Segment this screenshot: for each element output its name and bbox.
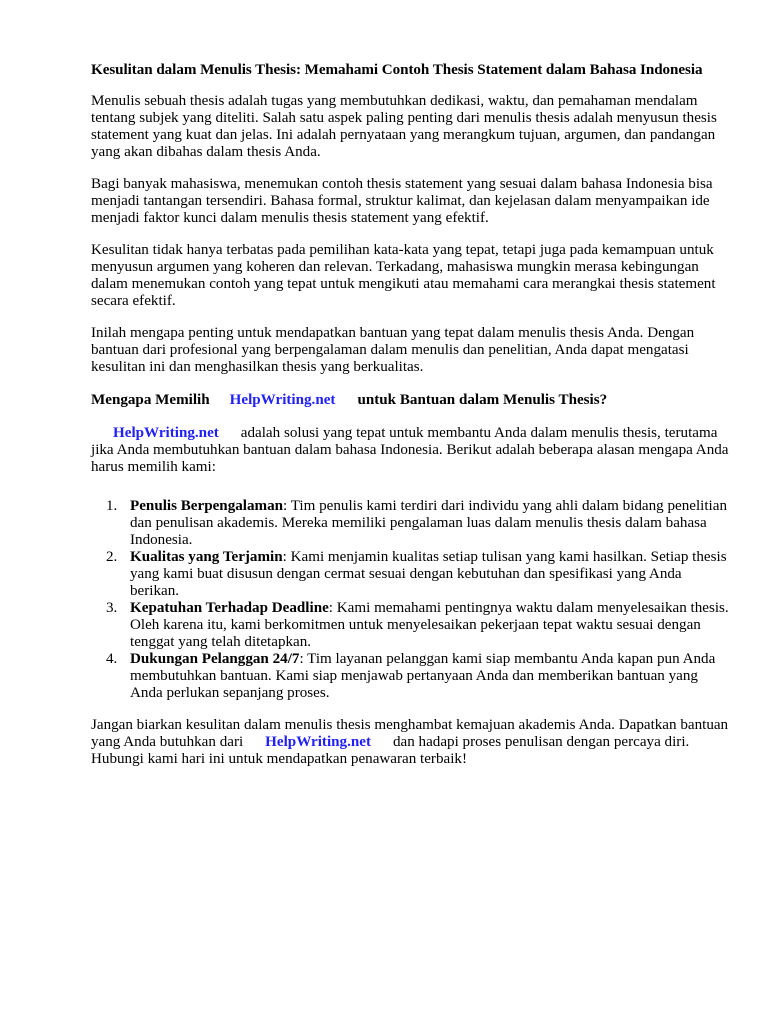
paragraph-challenge: Bagi banyak mahasiswa, menemukan contoh thesis statement yang sesuai dalam bahasa Indonesia bisa menjadi tantangan tersendiri. Bahasa formal, struktur kalimat, dan kejelasan dalam menyampaikan ide menjadi faktor kunci dalam menulis thesis statement yang efektif.	[91, 176, 713, 226]
feature-number: 4.	[106, 651, 118, 667]
feature-text: : Kami menjamin kualitas setiap tulisan yang kami hasilkan. Setiap thesis yang kami buat disusun dengan cermat sesuai dengan kebutuhan dan spesifikasi yang Anda berikan.	[130, 549, 727, 599]
helpwriting-link-heading[interactable]: HelpWriting.net	[229, 392, 336, 408]
feature-term: Kepatuhan Terhadap Deadline	[130, 600, 329, 616]
feature-number: 3.	[106, 600, 118, 616]
page-title: Kesulitan dalam Menulis Thesis: Memahami Contoh Thesis Statement dalam Bahasa Indonesia	[91, 62, 703, 78]
paragraph-difficulty: Kesulitan tidak hanya terbatas pada pemilihan kata-kata yang tepat, tetapi juga pada kemampuan untuk menyusun argumen yang koheren dan relevan. Terkadang, mahasiswa mungkin merasa kebingungan dalam menemukan contoh yang tepat untuk mengikuti atau memahami cara merangkai thesis statement secara efektif.	[91, 242, 716, 309]
closing-paragraph	[91, 717, 731, 768]
closing-after: dan hadapi proses penulisan dengan percaya diri. Hubungi kami hari ini untuk mendapatkan penawaran terbaik!	[91, 734, 690, 767]
why-heading-after: untuk Bantuan dalam Menulis Thesis?	[357, 392, 608, 408]
helpwriting-link-closing[interactable]: HelpWriting.net	[265, 734, 371, 750]
features-list	[91, 498, 731, 702]
intro-paragraph	[91, 425, 731, 476]
feature-item	[91, 549, 731, 600]
feature-item	[91, 498, 731, 549]
feature-term: Dukungan Pelanggan 24/7	[130, 651, 300, 667]
feature-item	[91, 651, 731, 702]
feature-number: 1.	[106, 498, 118, 514]
why-heading-before: Mengapa Memilih	[91, 392, 210, 408]
feature-item	[91, 600, 731, 651]
intro-text: adalah solusi yang tepat untuk membantu Anda dalam menulis thesis, terutama jika Anda membutuhkan bantuan dalam bahasa Indonesia. Berikut adalah beberapa alasan mengapa Anda harus memilih kami:	[91, 425, 729, 475]
feature-text: : Tim layanan pelanggan kami siap membantu Anda kapan pun Anda membutuhkan bantuan. Kami siap menjawab pertanyaan Anda dan memberikan bantuan yang Anda perlukan sepanjang proses.	[130, 651, 716, 701]
paragraph-intro: Menulis sebuah thesis adalah tugas yang membutuhkan dedikasi, waktu, dan pemahaman mendalam tentang subjek yang diteliti. Salah satu aspek paling penting dari menulis thesis adalah menyusun thesis statement yang kuat dan jelas. Ini adalah pernyataan yang merangkum tujuan, argumen, dan pandangan yang akan dibahas dalam thesis Anda.	[91, 93, 717, 160]
closing-before: Jangan biarkan kesulitan dalam menulis thesis menghambat kemajuan akademis Anda. Dapatkan bantuan yang Anda butuhkan dari	[91, 717, 729, 750]
paragraph-help: Inilah mengapa penting untuk mendapatkan bantuan yang tepat dalam menulis thesis Anda. Dengan bantuan dari profesional yang berpengalaman dalam menulis dan penelitian, Anda dapat mengatasi kesulitan ini dan menghasilkan thesis yang berkualitas.	[91, 325, 695, 375]
why-heading	[91, 391, 731, 410]
feature-term: Kualitas yang Terjamin	[130, 549, 283, 565]
feature-text: : Tim penulis kami terdiri dari individu yang ahli dalam bidang penelitian dan penulisan akademis. Mereka memiliki pengalaman luas dalam menulis thesis dalam bahasa Indonesia.	[130, 498, 727, 548]
helpwriting-link-intro[interactable]: HelpWriting.net	[113, 425, 219, 441]
feature-term: Penulis Berpengalaman	[130, 498, 284, 514]
document-body	[91, 61, 731, 768]
feature-number: 2.	[106, 549, 118, 565]
feature-text: : Kami memahami pentingnya waktu dalam menyelesaikan thesis. Oleh karena itu, kami berkomitmen untuk menyelesaikan pekerjaan tepat waktu sesuai dengan tenggat yang telah ditetapkan.	[130, 600, 729, 650]
